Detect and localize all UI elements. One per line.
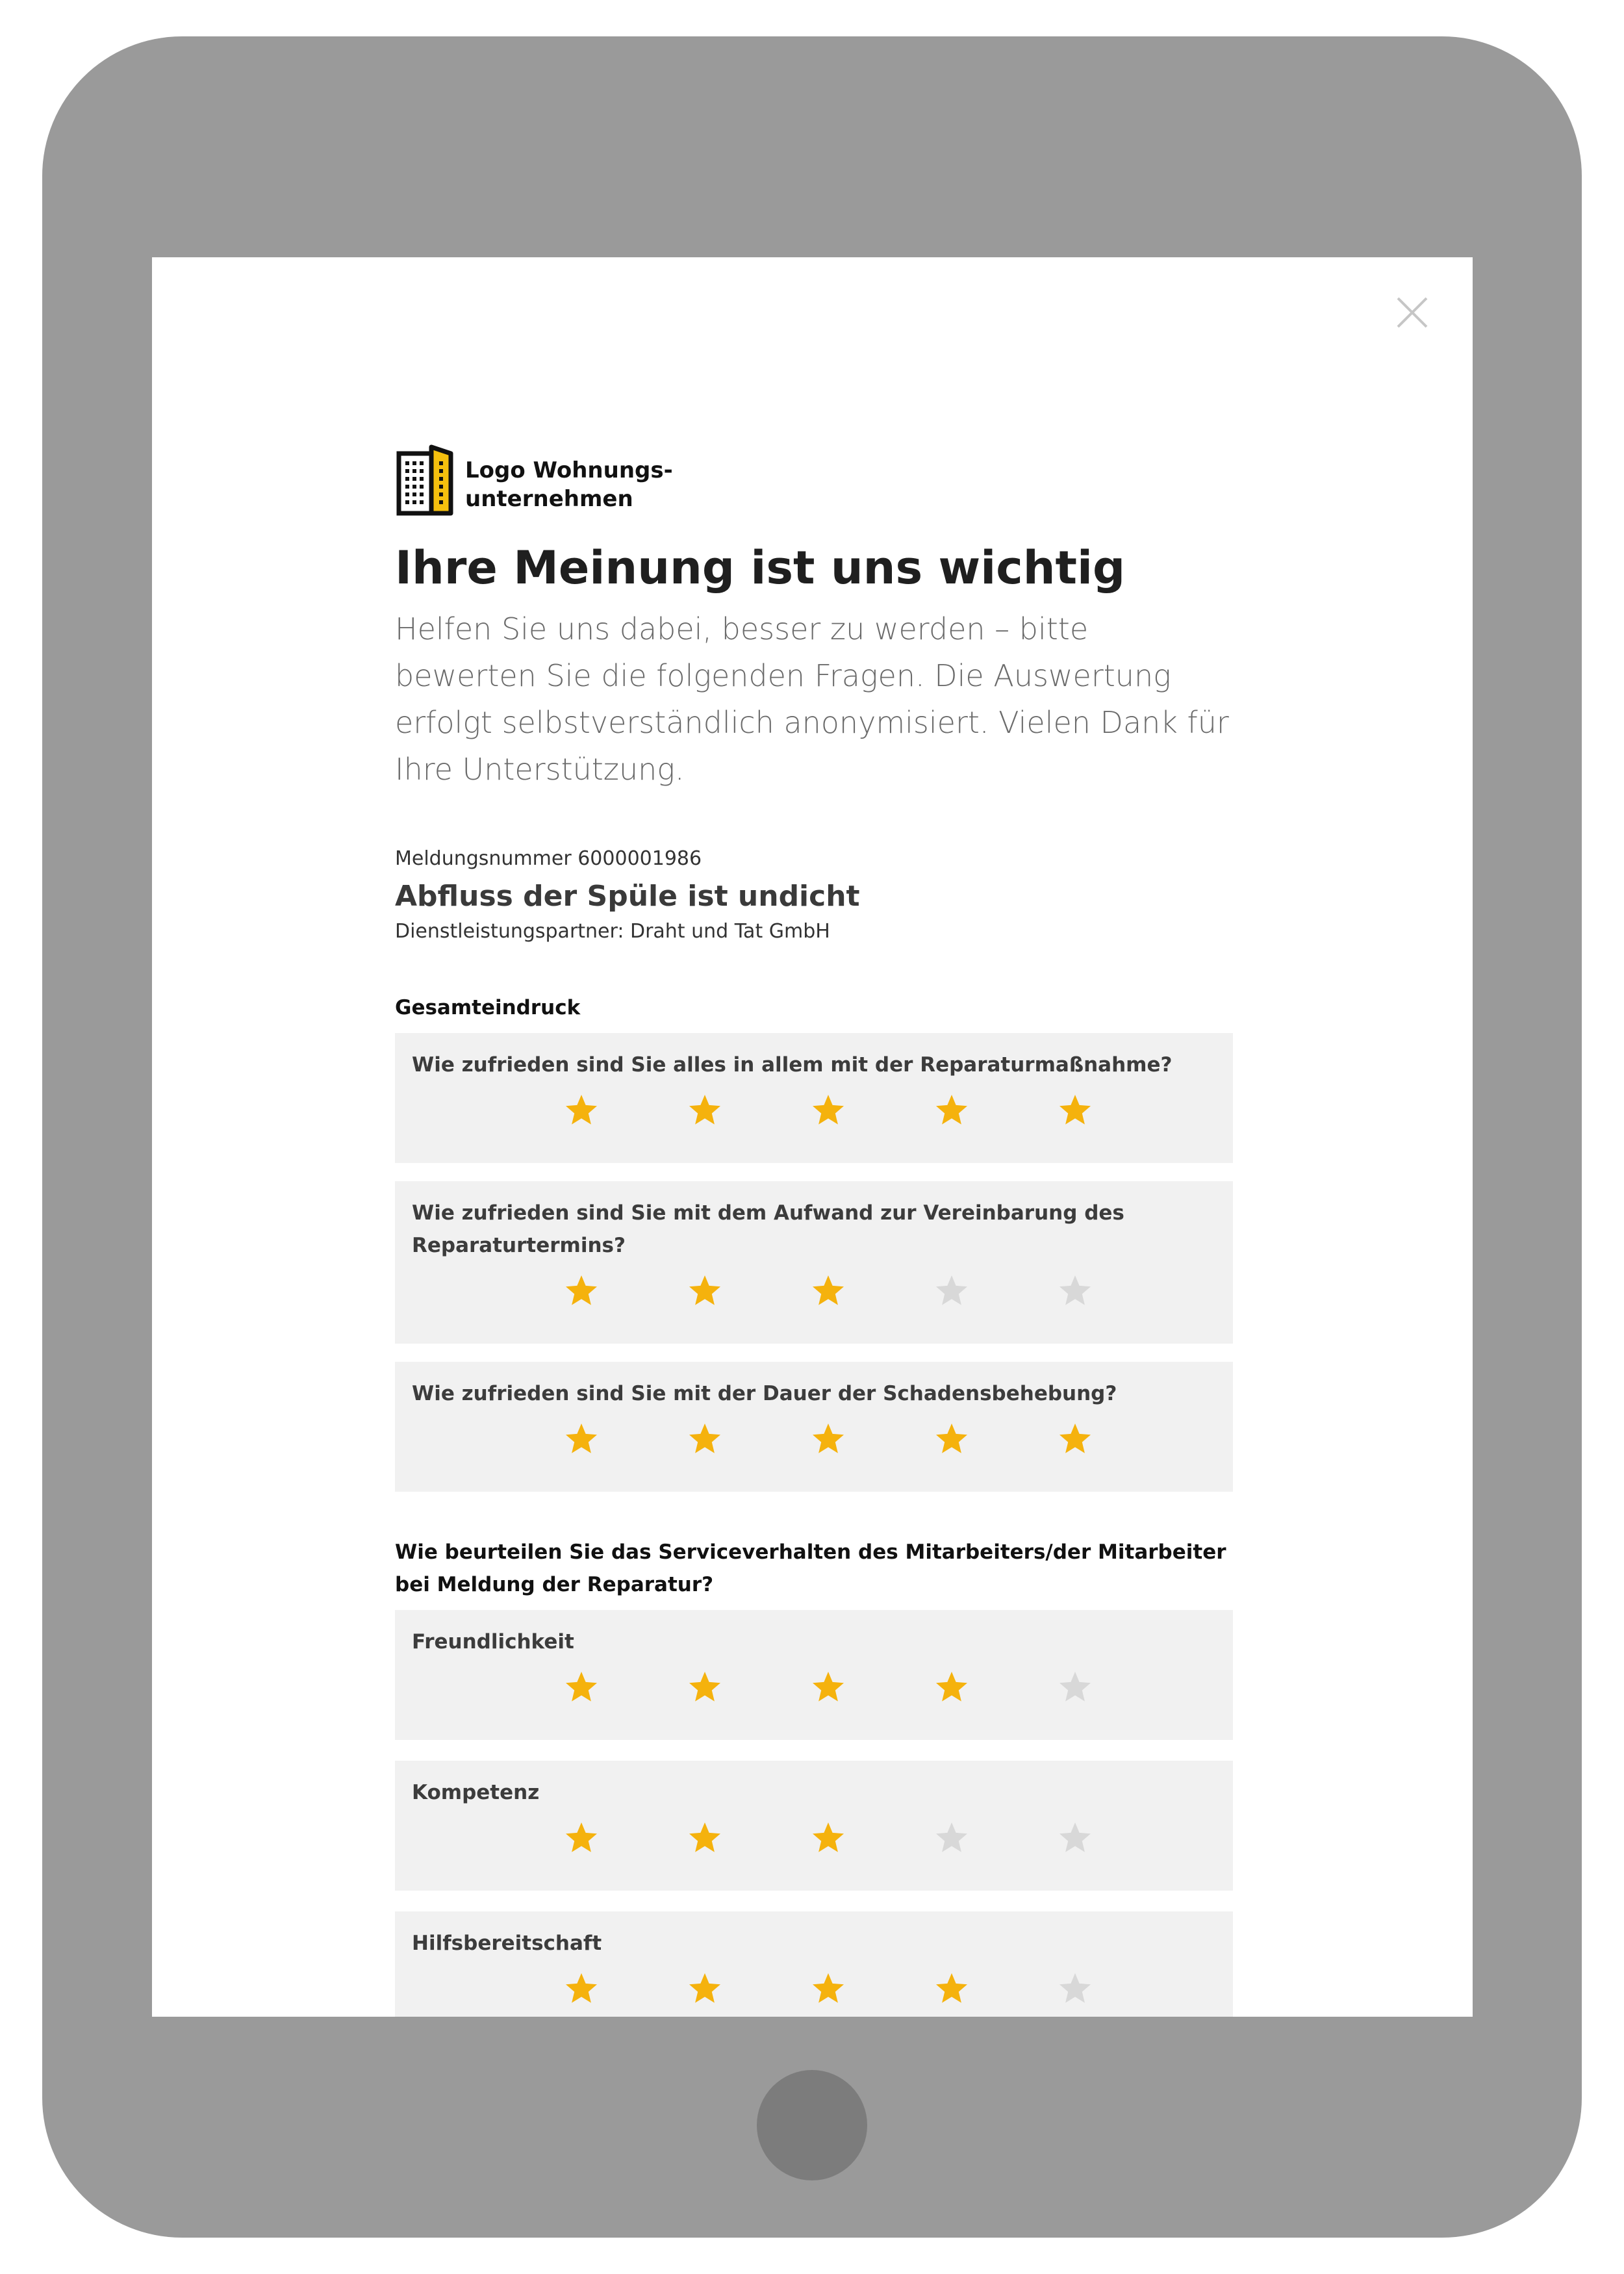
star-icon[interactable] (811, 1093, 935, 1127)
page-title: Ihre Meinung ist uns wichtig (395, 541, 1126, 594)
star-icon[interactable] (688, 1093, 811, 1127)
logo-line-2: unternehmen (465, 486, 633, 512)
star-rating (565, 1081, 1216, 1140)
rating-card (395, 1761, 1233, 1891)
star-icon[interactable] (688, 1821, 811, 1855)
star-rating (565, 1809, 1216, 1867)
section-title: Wie beurteilen Sie das Serviceverhalten des Mitarbeiters/der Mitarbeiter bei Meldung der Reparatur? (395, 1540, 1226, 1596)
star-icon[interactable] (1058, 1093, 1182, 1127)
star-rating (565, 1410, 1216, 1468)
question-text: Freundlichkeit (412, 1630, 574, 1654)
star-icon[interactable] (688, 1670, 811, 1704)
star-icon[interactable] (935, 1972, 1058, 2006)
star-icon[interactable] (935, 1093, 1058, 1127)
intro-text: Helfen Sie uns dabei, besser zu werden – bitte bewerten Sie die folgenden Fragen. Die Auswertung erfolgt selbstverständlich anonymisiert. Vielen Dank für Ihre Unterstützung. (395, 611, 1229, 787)
home-button[interactable] (757, 2070, 867, 2180)
star-icon[interactable] (565, 1274, 688, 1308)
question-text: Hilfsbereitschaft (412, 1932, 602, 1955)
star-icon[interactable] (811, 1422, 935, 1456)
star-icon[interactable] (811, 1274, 935, 1308)
company-logo (395, 444, 1233, 516)
star-icon[interactable] (565, 1093, 688, 1127)
rating-card (395, 1181, 1233, 1344)
star-icon[interactable] (688, 1274, 811, 1308)
survey-content (395, 444, 1233, 2017)
star-icon[interactable] (811, 1972, 935, 2006)
survey-screen (152, 257, 1473, 2017)
star-icon[interactable] (565, 1972, 688, 2006)
rating-card (395, 1033, 1233, 1163)
section-title: Gesamteindruck (395, 996, 581, 1019)
rating-card (395, 1362, 1233, 1492)
rating-sections (395, 991, 1233, 2017)
star-icon[interactable] (811, 1670, 935, 1704)
building-icon (395, 444, 455, 516)
star-icon[interactable] (565, 1821, 688, 1855)
rating-card (395, 1911, 1233, 2017)
logo-text (465, 456, 725, 513)
star-icon[interactable] (935, 1422, 1058, 1456)
star-icon[interactable] (935, 1670, 1058, 1704)
star-icon[interactable] (1058, 1670, 1182, 1704)
star-icon[interactable] (1058, 1821, 1182, 1855)
question-text: Wie zufrieden sind Sie mit dem Aufwand zur Vereinbarung des Reparaturtermins? (412, 1201, 1124, 1257)
star-icon[interactable] (565, 1422, 688, 1456)
star-icon[interactable] (688, 1972, 811, 2006)
star-icon[interactable] (1058, 1274, 1182, 1308)
question-text: Wie zufrieden sind Sie mit der Dauer der Schadensbehebung? (412, 1382, 1117, 1405)
question-text: Wie zufrieden sind Sie alles in allem mit der Reparaturmaßnahme? (412, 1053, 1173, 1077)
star-icon[interactable] (1058, 1972, 1182, 2006)
report-title: Abfluss der Spüle ist undicht (395, 880, 860, 913)
logo-line-1: Logo Wohnungs- (465, 457, 673, 483)
service-partner: Dienstleistungspartner: Draht und Tat GmbH (395, 920, 830, 943)
star-icon[interactable] (935, 1274, 1058, 1308)
rating-card (395, 1610, 1233, 1740)
star-icon[interactable] (935, 1821, 1058, 1855)
star-icon[interactable] (688, 1422, 811, 1456)
star-rating (565, 1262, 1216, 1320)
star-icon[interactable] (565, 1670, 688, 1704)
star-icon[interactable] (811, 1821, 935, 1855)
report-number: Meldungsnummer 6000001986 (395, 847, 702, 870)
question-text: Kompetenz (412, 1781, 540, 1804)
star-rating (565, 1658, 1216, 1717)
star-rating (565, 1960, 1216, 2017)
star-icon[interactable] (1058, 1422, 1182, 1456)
close-icon[interactable] (1393, 293, 1432, 332)
